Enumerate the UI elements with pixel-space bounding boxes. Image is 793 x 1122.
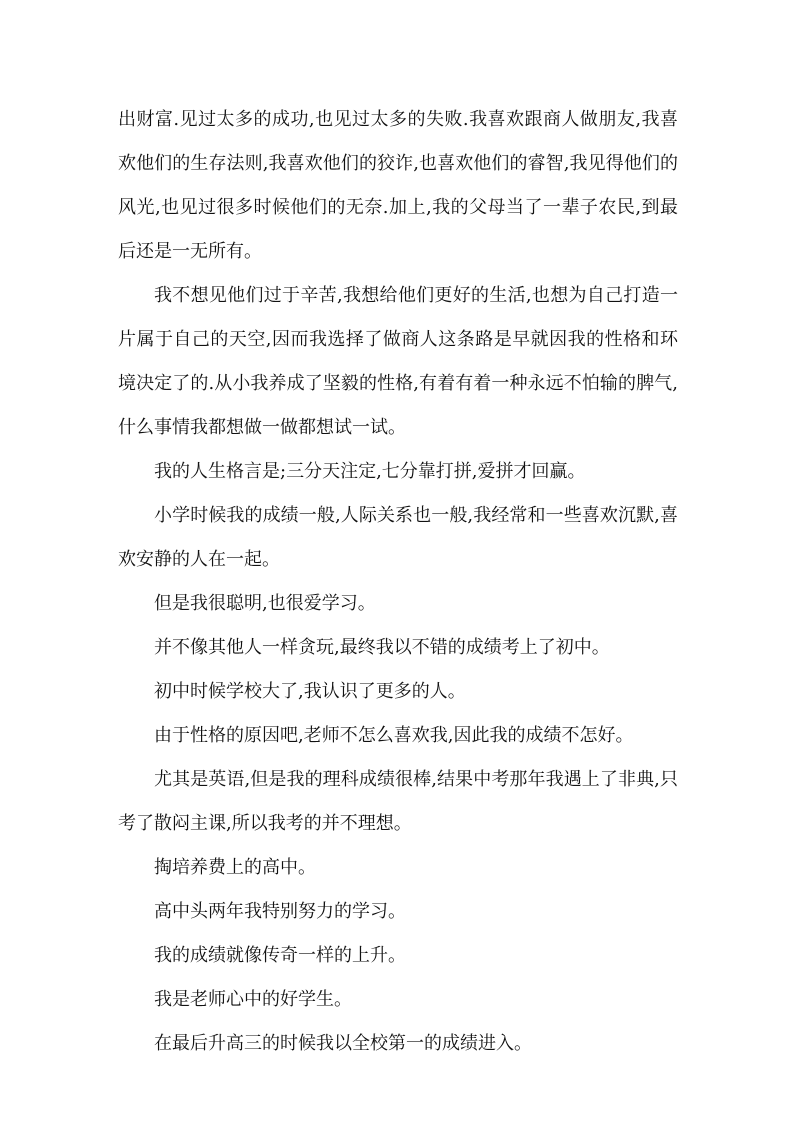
paragraph: 小学时候我的成绩一般,人际关系也一般,我经常和一些喜欢沉默,喜欢安静的人在一起。 <box>118 505 678 570</box>
paragraph: 高中头两年我特别努力的学习。 <box>154 901 406 922</box>
paragraph: 我的成绩就像传奇一样的上升。 <box>154 945 406 966</box>
paragraph: 并不像其他人一样贪玩,最终我以不错的成绩考上了初中。 <box>154 637 610 658</box>
paragraph: 由于性格的原因吧,老师不怎么喜欢我,因此我的成绩不怎好。 <box>154 725 634 746</box>
paragraph: 在最后升高三的时候我以全校第一的成绩进入。 <box>154 1033 532 1054</box>
paragraph: 我的人生格言是;三分天注定,七分靠打拼,爱拼才回赢。 <box>154 461 586 482</box>
paragraph: 我是老师心中的好学生。 <box>154 989 352 1010</box>
paragraph: 出财富.见过太多的成功,也见过太多的失败.我喜欢跟商人做朋友,我喜欢他们的生存法则,我喜欢他们的狡诈,也喜欢他们的睿智,我见得他们的风光,也见过很多时候他们的无奈.加上,我的父母当了一辈子农民,到最后还是一无所有。 <box>118 109 678 262</box>
paragraph: 我不想见他们过于辛苦,我想给他们更好的生活,也想为自己打造一片属于自己的天空,因而我选择了做商人这条路是早就因我的性格和环境决定了的.从小我养成了坚毅的性格,有着有着一种永远不怕输的脾气,什么事情我都想做一做都想试一试。 <box>118 285 678 438</box>
document-body <box>118 98 678 1066</box>
paragraph: 尤其是英语,但是我的理科成绩很棒,结果中考那年我遇上了非典,只考了散闷主课,所以我考的并不理想。 <box>118 769 678 834</box>
paragraph: 初中时候学校大了,我认识了更多的人。 <box>154 681 466 702</box>
paragraph: 掏培养费上的高中。 <box>154 857 316 878</box>
paragraph: 但是我很聪明,也很爱学习。 <box>154 593 376 614</box>
